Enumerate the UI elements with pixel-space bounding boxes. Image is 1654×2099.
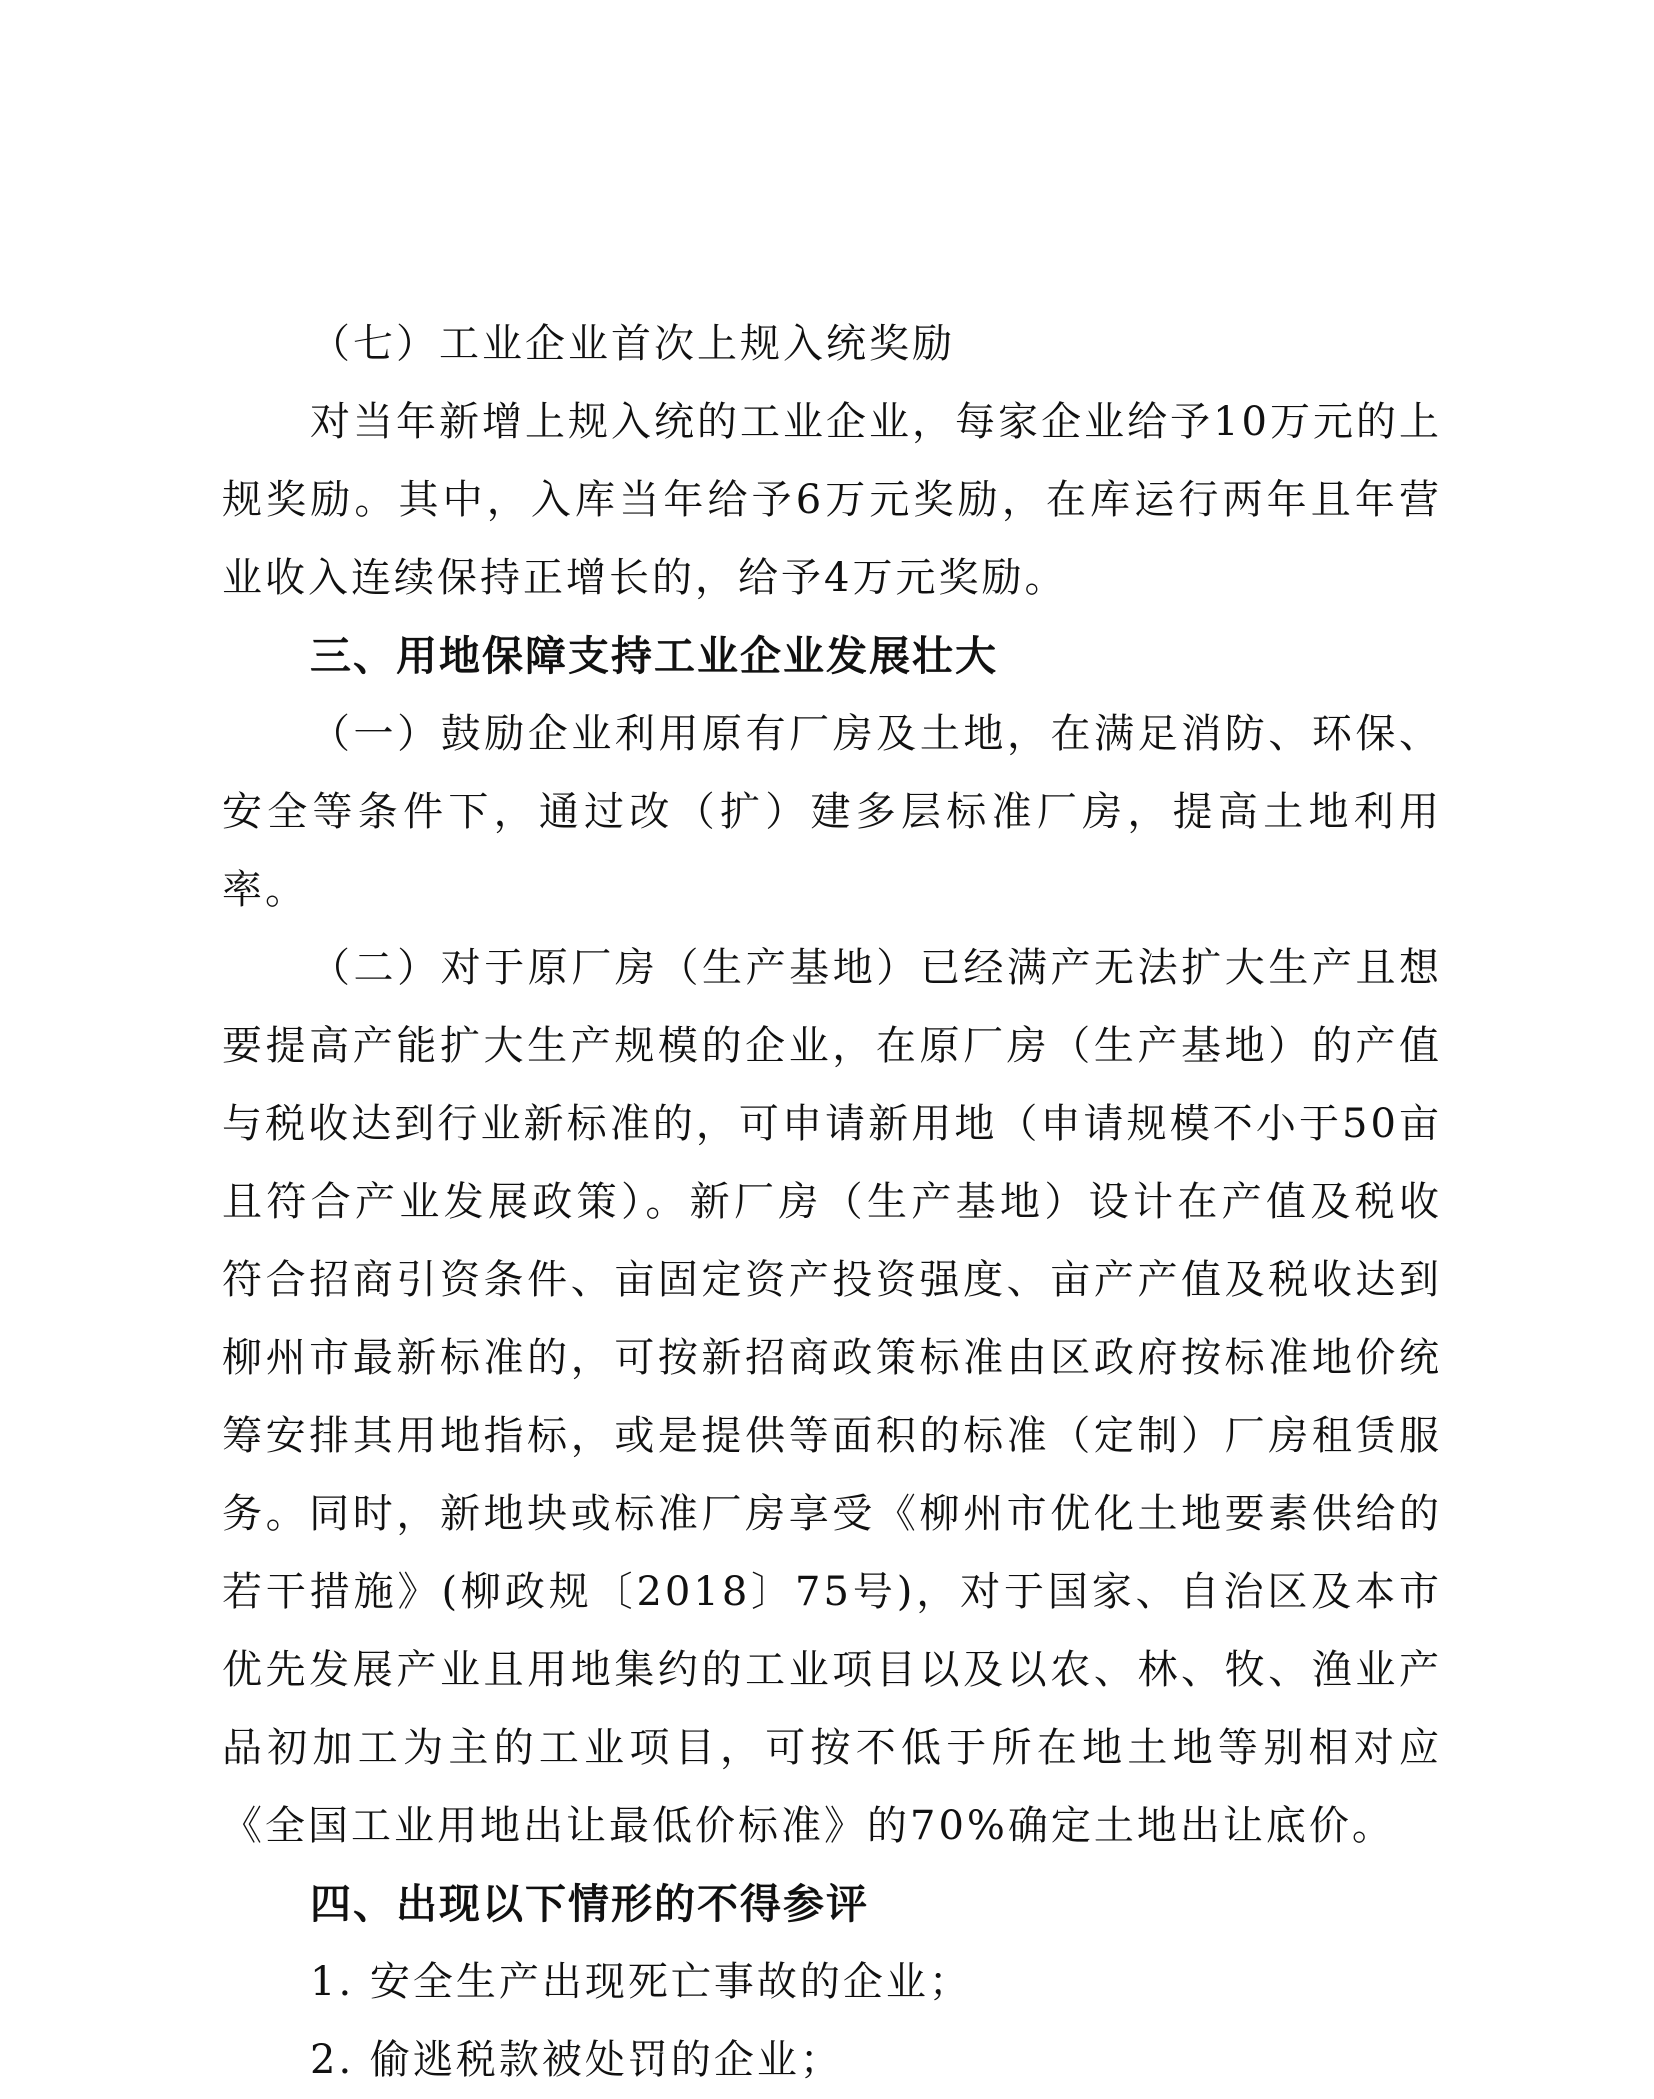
part-4-heading: 四、出现以下情形的不得参评 [310,1880,869,1928]
section-7-body: 对当年新增上规入统的工业企业，每家企业给予10万元的上规奖励。其中，入库当年给予6万元奖励，在库运行两年且年营业收入连续保持正增长的，给予4万元奖励。 [222,399,1442,601]
list-item: 1. 安全生产出现死亡事故的企业； [310,1959,972,2005]
section-7-heading: （七）工业企业首次上规入统奖励 [310,321,955,367]
part-3-item-2: （二）对于原厂房（生产基地）已经满产无法扩大生产且想要提高产能扩大生产规模的企业，在原厂房（生产基地）的产值与税收达到行业新标准的，可申请新用地（申请规模不小于50亩且符合产业发展政策）。新厂房（生产基地）设计在产值及税收符合招商引资条件、亩固定资产投资强度、亩产产值及税收达到柳州市最新标准的，可按新招商政策标准由区政府按标准地价统筹安排其用地指标，或是提供等面积的标准（定制）厂房租赁服务。同时，新地块或标准厂房享受《柳州市优化土地要素供给的若干措施》(柳政规〔2018〕75号)，对于国家、自治区及本市优先发展产业且用地集约的工业项目以及以农、林、牧、渔业产品初加工为主的工业项目，可按不低于所在地土地等别相对应《全国工业用地出让最低价标准》的70%确定土地出让底价。 [222,945,1442,1849]
part-3-heading: 三、用地保障支持工业企业发展壮大 [310,632,998,680]
part-3-item-1: （一）鼓励企业利用原有厂房及土地，在满足消防、环保、安全等条件下，通过改（扩）建多层标准厂房，提高土地利用率。 [222,711,1442,913]
document-page [222,305,1442,2099]
list-item: 2. 偷逃税款被处罚的企业； [310,2037,843,2083]
